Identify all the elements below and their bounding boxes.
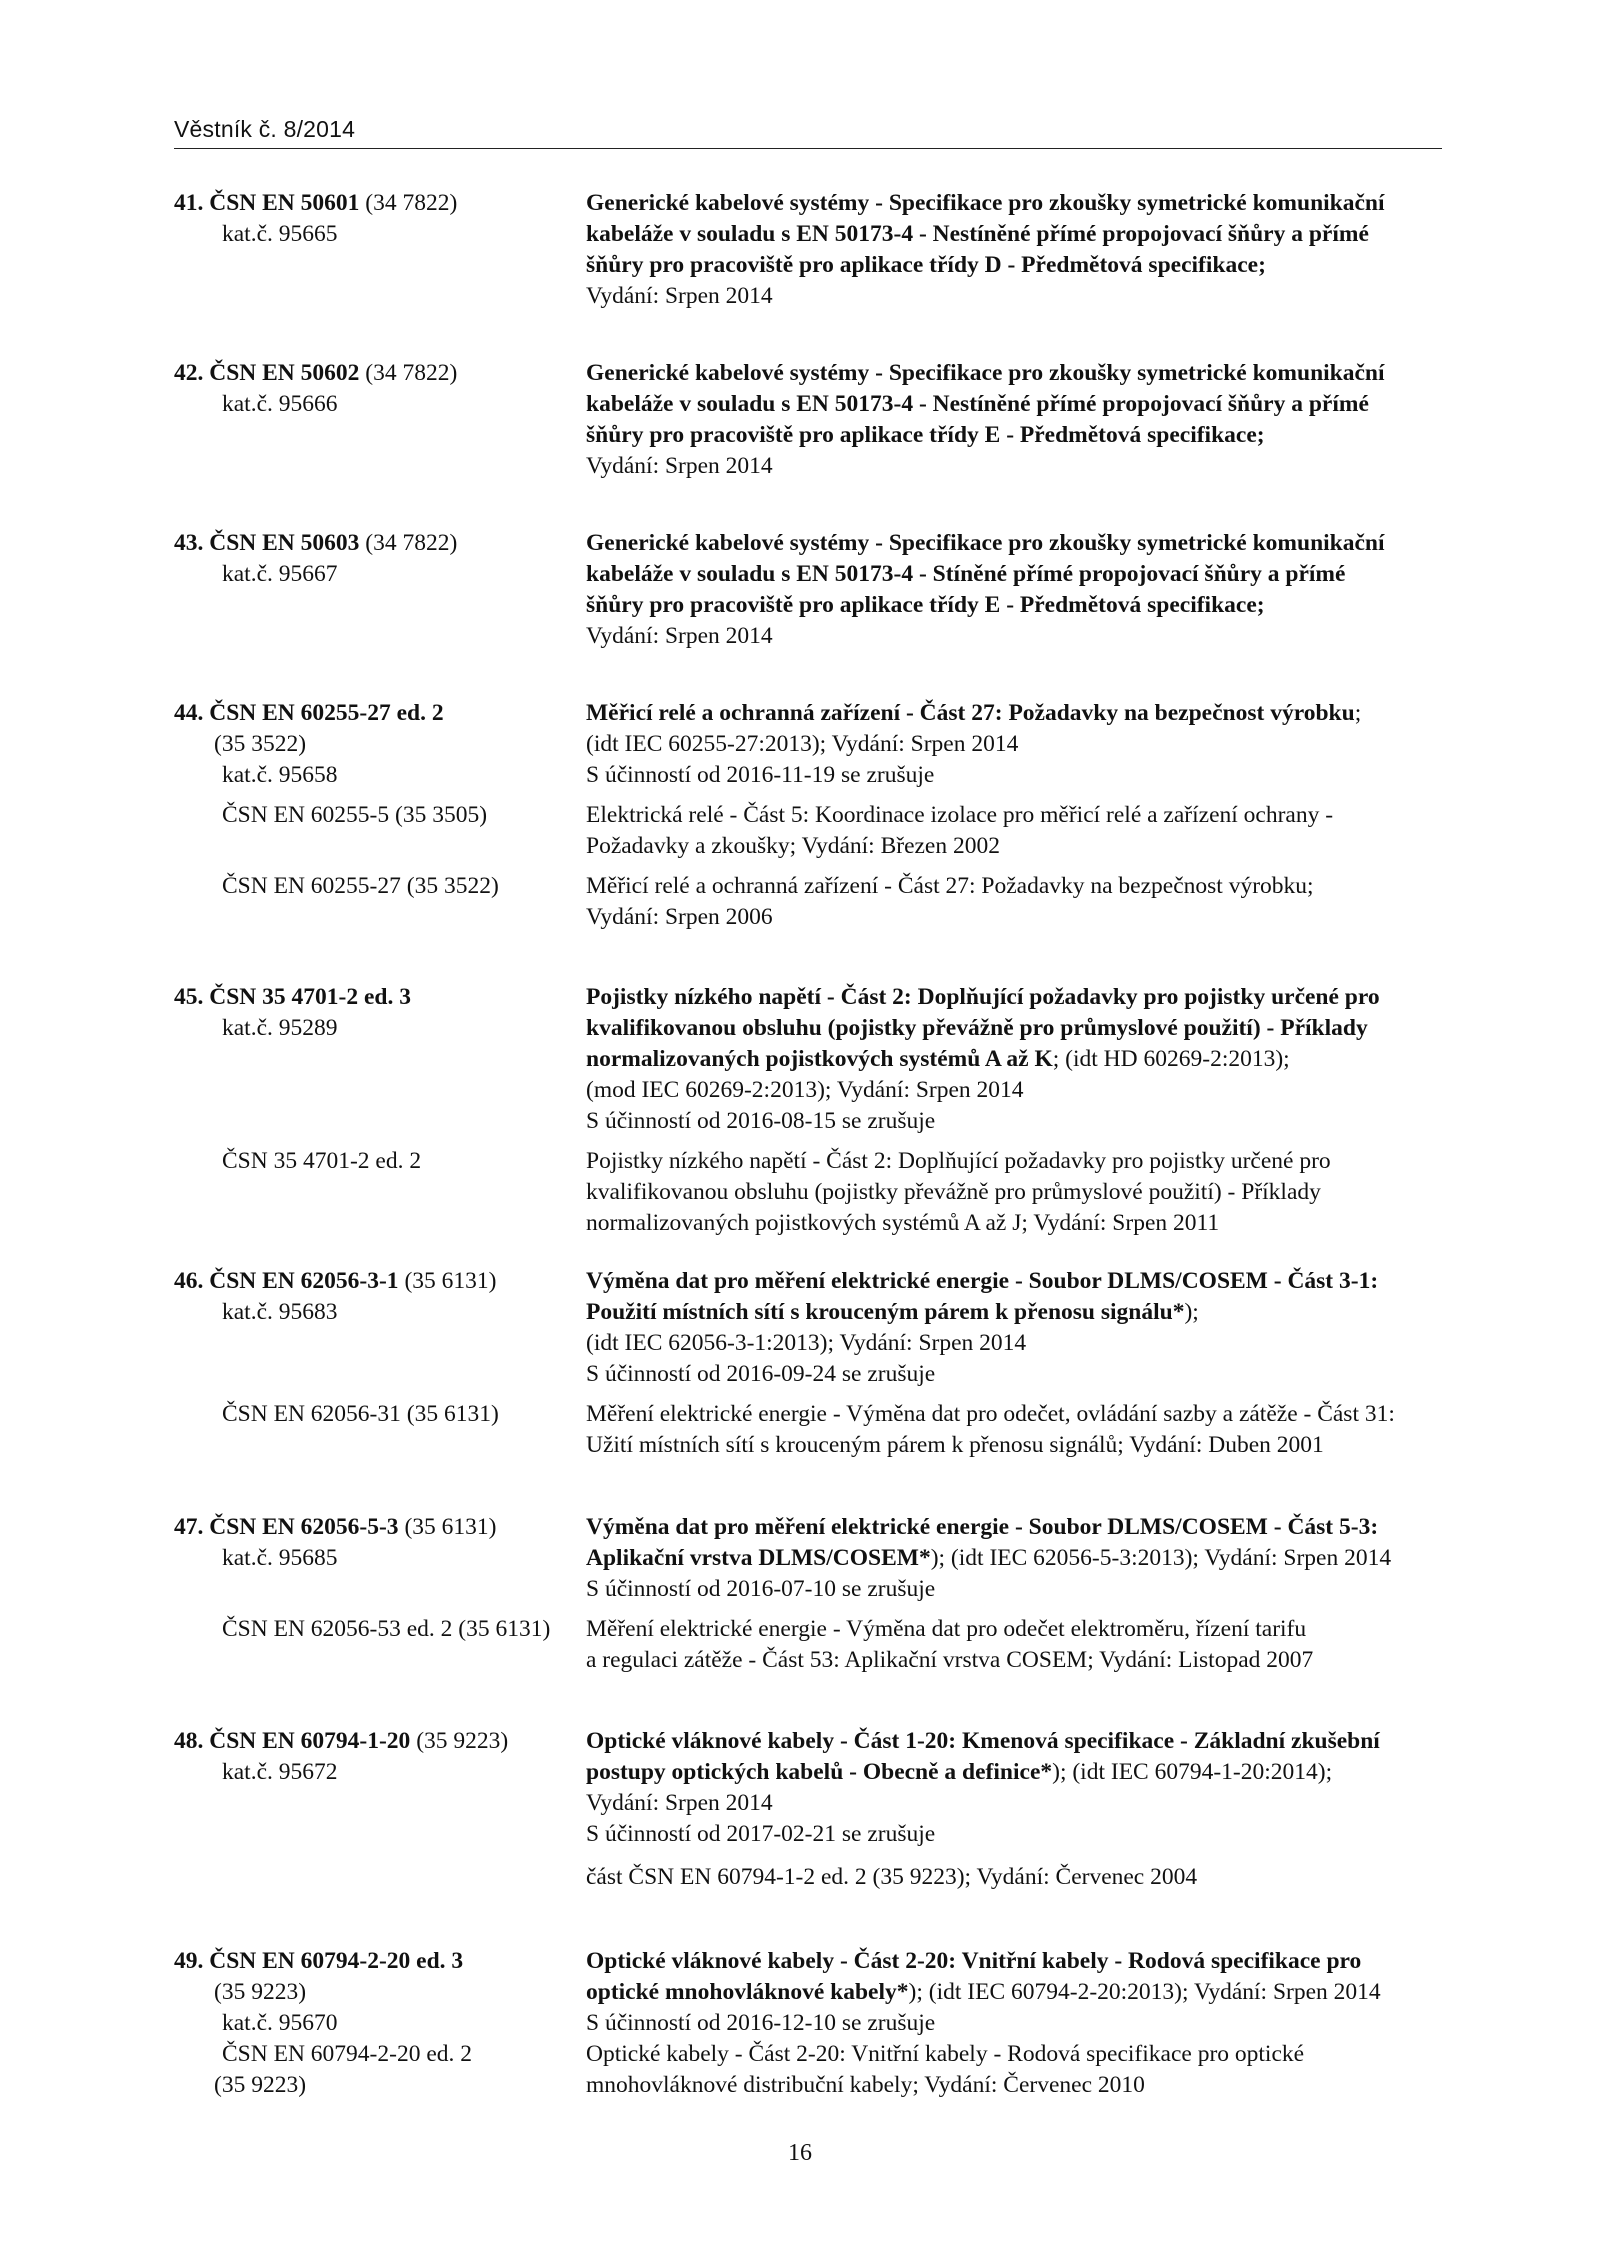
title-line: kabeláže v souladu s EN 50173-4 - Nestíněné přímé propojovací šňůry a přímé [586, 391, 1369, 417]
entry-number: 41. [174, 190, 204, 216]
standard-code: ČSN 35 4701-2 ed. 3 [209, 984, 411, 1010]
replaced-code: ČSN EN 60255-27 (35 3522) [222, 873, 499, 899]
replaced-title-line: a regulaci zátěže - Část 53: Aplikační vrstva COSEM; Vydání: Listopad 2007 [586, 1647, 1314, 1673]
standard-entry-43 [174, 528, 1442, 652]
replaced-code: ČSN EN 62056-53 ed. 2 (35 6131) [222, 1616, 551, 1642]
title-line: Generické kabelové systémy - Specifikace pro zkoušky symetrické komunikační [586, 530, 1385, 556]
standard-detail: (idt IEC 60255-27:2013); Vydání: Srpen 2014 [586, 731, 1019, 757]
standard-detail: (idt IEC 62056-3-1:2013); Vydání: Srpen 2014 [586, 1330, 1027, 1356]
title-line: kvalifikovanou obsluhu (pojistky převážně pro průmyslové použití) - Příklady [586, 1015, 1368, 1041]
standard-entry-44 [174, 698, 1442, 933]
validity-note: S účinností od 2016-11-19 se zrušuje [586, 762, 935, 788]
entry-number: 46. [174, 1268, 204, 1294]
replaced-title-line: Měření elektrické energie - Výměna dat pro odečet elektroměru, řízení tarifu [586, 1616, 1307, 1642]
title-line: postupy optických kabelů - Obecně a definice* [586, 1759, 1053, 1785]
issue-date: Vydání: Srpen 2014 [586, 1790, 773, 1816]
replaced-title-line: Optické kabely - Část 2-20: Vnitřní kabely - Rodová specifikace pro optické [586, 2041, 1305, 2067]
standard-code: ČSN EN 62056-3-1 [209, 1268, 399, 1294]
page-header [174, 108, 1442, 149]
title-line: šňůry pro pracoviště pro aplikace třídy D - Předmětová specifikace; [586, 252, 1266, 278]
replaced-title-line: Užití místních sítí s krouceným párem k přenosu signálů; Vydání: Duben 2001 [586, 1432, 1324, 1458]
catalog-number: kat.č. 95683 [222, 1299, 338, 1325]
title-tail: ); (idt IEC 60794-1-20:2014); [1052, 1759, 1333, 1785]
title-tail: ); (idt IEC 60794-2-20:2013); Vydání: Srpen 2014 [908, 1979, 1381, 2005]
replaced-code: ČSN EN 60794-2-20 ed. 2 [222, 2041, 472, 2067]
classification-code: (35 9223) [416, 1728, 509, 1754]
validity-note: S účinností od 2017-02-21 se zrušuje [586, 1821, 936, 1847]
replaced-title-line: Požadavky a zkoušky; Vydání: Březen 2002 [586, 833, 1000, 859]
title-tail: ); (idt IEC 62056-5-3:2013); Vydání: Srpen 2014 [930, 1545, 1392, 1571]
title-line: Měřicí relé a ochranná zařízení - Část 27: Požadavky na bezpečnost výrobku [586, 700, 1355, 726]
title-line: Použití místních sítí s krouceným párem k přenosu signálu* [586, 1299, 1185, 1325]
title-line: Optické vláknové kabely - Část 1-20: Kmenová specifikace - Základní zkušební [586, 1728, 1380, 1754]
entry-number: 48. [174, 1728, 204, 1754]
issue-date: Vydání: Srpen 2014 [586, 453, 773, 479]
standard-code: ČSN EN 50601 [209, 190, 360, 216]
replaced-standard [174, 800, 1442, 862]
catalog-number: kat.č. 95672 [222, 1759, 338, 1785]
replaced-standard [174, 1614, 1442, 1676]
title-line: Pojistky nízkého napětí - Část 2: Doplňující požadavky pro pojistky určené pro [586, 984, 1380, 1010]
title-line: Výměna dat pro měření elektrické energie - Soubor DLMS/COSEM - Část 5-3: [586, 1514, 1379, 1540]
issue-date: Vydání: Srpen 2014 [586, 283, 773, 309]
title-line: Aplikační vrstva DLMS/COSEM* [586, 1545, 931, 1571]
standard-code: ČSN EN 60794-1-20 [209, 1728, 411, 1754]
classification-code: (35 6131) [404, 1268, 497, 1294]
replaced-title-line: Pojistky nízkého napětí - Část 2: Doplňující požadavky pro pojistky určené pro [586, 1148, 1331, 1174]
title-line: Výměna dat pro měření elektrické energie - Soubor DLMS/COSEM - Část 3-1: [586, 1268, 1379, 1294]
catalog-number: kat.č. 95289 [222, 1015, 338, 1041]
classification-code: (35 9223) [214, 1979, 307, 2005]
standard-code: ČSN EN 62056-5-3 [209, 1514, 399, 1540]
bulletin-title: Věstník č. 8/2014 [174, 116, 356, 142]
title-line: kabeláže v souladu s EN 50173-4 - Stíněné přímé propojovací šňůry a přímé [586, 561, 1346, 587]
catalog-number: kat.č. 95658 [222, 762, 338, 788]
standard-entry-41 [174, 188, 1442, 312]
title-line: šňůry pro pracoviště pro aplikace třídy E - Předmětová specifikace; [586, 422, 1265, 448]
entry-number: 45. [174, 984, 204, 1010]
replaced-title-line: Elektrická relé - Část 5: Koordinace izolace pro měřicí relé a zařízení ochrany - [586, 802, 1334, 828]
replaced-standard [174, 871, 1442, 933]
replaced-code: ČSN EN 60255-5 (35 3505) [222, 802, 488, 828]
replaced-title-line: normalizovaných pojistkových systémů A až J; Vydání: Srpen 2011 [586, 1210, 1220, 1236]
replaced-classification: (35 9223) [214, 2072, 307, 2098]
catalog-number: kat.č. 95665 [222, 221, 338, 247]
title-line: Generické kabelové systémy - Specifikace pro zkoušky symetrické komunikační [586, 190, 1385, 216]
standard-entry-49 [174, 1946, 1442, 2101]
replaced-title-line: mnohovláknové distribuční kabely; Vydání: Červenec 2010 [586, 2072, 1145, 2098]
standard-code: ČSN EN 50603 [209, 530, 360, 556]
validity-note: S účinností od 2016-07-10 se zrušuje [586, 1576, 936, 1602]
standard-entry-47 [174, 1512, 1442, 1676]
replaced-standard [174, 1146, 1442, 1239]
title-line: kabeláže v souladu s EN 50173-4 - Nestíněné přímé propojovací šňůry a přímé [586, 221, 1369, 247]
replaced-standard [174, 2039, 1442, 2101]
replaced-title-line: kvalifikovanou obsluhu (pojistky převážně pro průmyslové použití) - Příklady [586, 1179, 1321, 1205]
catalog-number: kat.č. 95666 [222, 391, 338, 417]
standard-code: ČSN EN 60255-27 ed. 2 [209, 700, 444, 726]
standard-entry-45 [174, 982, 1442, 1239]
replaced-code: ČSN EN 62056-31 (35 6131) [222, 1401, 499, 1427]
entry-number: 49. [174, 1948, 204, 1974]
standard-code: ČSN EN 50602 [209, 360, 360, 386]
title-line: optické mnohovláknové kabely* [586, 1979, 909, 2005]
replaced-standard [174, 1399, 1442, 1461]
title-line: Optické vláknové kabely - Část 2-20: Vnitřní kabely - Rodová specifikace pro [586, 1948, 1362, 1974]
standard-code: ČSN EN 60794-2-20 ed. 3 [209, 1948, 464, 1974]
replaced-note: část ČSN EN 60794-1-2 ed. 2 (35 9223); Vydání: Červenec 2004 [586, 1864, 1198, 1890]
title-line: Generické kabelové systémy - Specifikace pro zkoušky symetrické komunikační [586, 360, 1385, 386]
standard-entry-46 [174, 1266, 1442, 1461]
replaced-code: ČSN 35 4701-2 ed. 2 [222, 1148, 422, 1174]
title-tail: ; (idt HD 60269-2:2013); [1052, 1046, 1290, 1072]
validity-note: S účinností od 2016-12-10 se zrušuje [586, 2010, 936, 2036]
catalog-number: kat.č. 95685 [222, 1545, 338, 1571]
title-end: ; [1354, 700, 1362, 726]
catalog-number: kat.č. 95670 [222, 2010, 338, 2036]
standard-entry-42 [174, 358, 1442, 482]
classification-code: (34 7822) [365, 190, 458, 216]
entry-number: 43. [174, 530, 204, 556]
entry-number: 42. [174, 360, 204, 386]
entry-number: 47. [174, 1514, 204, 1540]
classification-code: (35 3522) [214, 731, 307, 757]
classification-code: (34 7822) [365, 360, 458, 386]
replaced-title-line: Měření elektrické energie - Výměna dat pro odečet, ovládání sazby a zátěže - Část 31: [586, 1401, 1395, 1427]
classification-code: (35 6131) [404, 1514, 497, 1540]
classification-code: (34 7822) [365, 530, 458, 556]
validity-note: S účinností od 2016-08-15 se zrušuje [586, 1108, 936, 1134]
standard-detail: (mod IEC 60269-2:2013); Vydání: Srpen 2014 [586, 1077, 1024, 1103]
replaced-title-line: Měřicí relé a ochranná zařízení - Část 27: Požadavky na bezpečnost výrobku; [586, 873, 1314, 899]
replaced-title-line: Vydání: Srpen 2006 [586, 904, 773, 930]
title-line: šňůry pro pracoviště pro aplikace třídy E - Předmětová specifikace; [586, 592, 1265, 618]
title-tail: ); [1184, 1299, 1199, 1325]
catalog-number: kat.č. 95667 [222, 561, 338, 587]
page-number: 16 [788, 2140, 812, 2166]
standard-entry-48 [174, 1726, 1442, 1893]
entry-number: 44. [174, 700, 204, 726]
issue-date: Vydání: Srpen 2014 [586, 623, 773, 649]
validity-note: S účinností od 2016-09-24 se zrušuje [586, 1361, 936, 1387]
title-line: normalizovaných pojistkových systémů A až K [586, 1046, 1053, 1072]
